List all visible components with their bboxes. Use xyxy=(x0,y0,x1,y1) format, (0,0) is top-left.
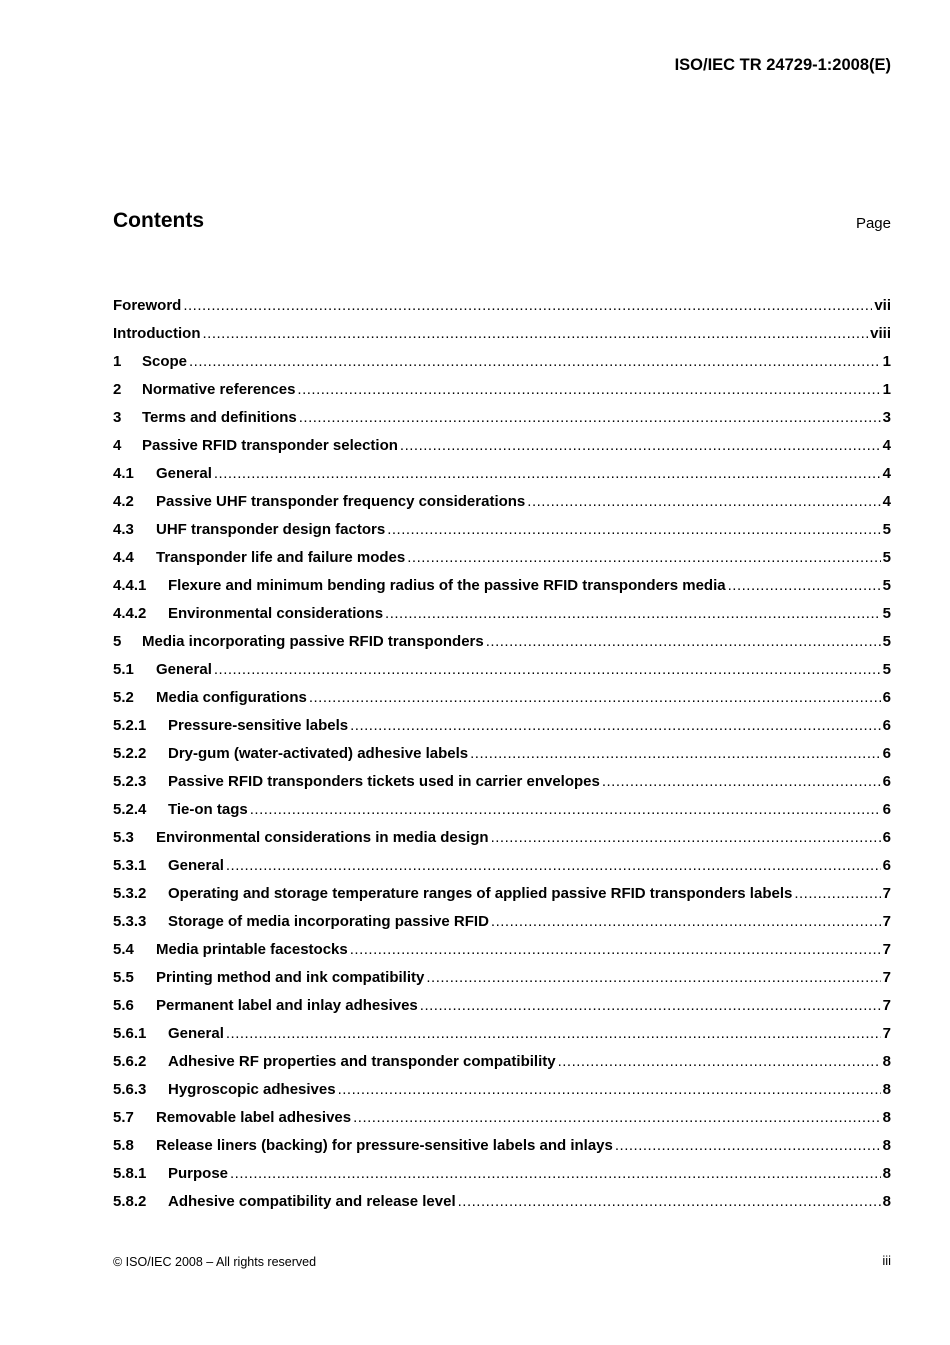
toc-entry-title: Terms and definitions xyxy=(142,409,297,426)
toc-entry[interactable] xyxy=(113,460,891,488)
toc-entry[interactable] xyxy=(113,628,891,656)
toc-entry-page: 5 xyxy=(882,577,891,594)
toc-dot-leader xyxy=(226,852,881,880)
toc-entry-page: 5 xyxy=(882,661,891,678)
toc-entry-page: 7 xyxy=(882,997,891,1014)
toc-entry-title: Removable label adhesives xyxy=(156,1109,352,1126)
toc-entry-number: 5.7 xyxy=(113,1109,134,1126)
toc-dot-leader xyxy=(491,824,881,852)
toc-entry-title: Scope xyxy=(142,353,188,370)
toc-dot-leader xyxy=(615,1132,881,1160)
toc-dot-leader xyxy=(426,964,880,992)
toc-dot-leader xyxy=(407,544,880,572)
toc-entry[interactable] xyxy=(113,936,891,964)
toc-dot-leader xyxy=(226,1020,881,1048)
toc-entry-number: 5.8.1 xyxy=(113,1165,147,1182)
toc-entry-title: Environmental considerations xyxy=(168,605,384,622)
toc-entry[interactable] xyxy=(113,1132,891,1160)
toc-entry-number: 5.2 xyxy=(113,689,134,706)
toc-entry-title: Passive UHF transponder frequency considerations xyxy=(156,493,526,510)
toc-entry-number: 5.3 xyxy=(113,829,134,846)
toc-entry-number: 5.1 xyxy=(113,661,134,678)
footer-page-number: iii xyxy=(882,1253,891,1268)
toc-entry[interactable] xyxy=(113,404,891,432)
toc-entry-title: General xyxy=(156,465,212,482)
toc-entry[interactable] xyxy=(113,1020,891,1048)
toc-entry-title: Operating and storage temperature ranges of applied passive RFID transponders labels xyxy=(168,885,793,902)
toc-entry-number: 4 xyxy=(113,437,122,454)
toc-entry-title: General xyxy=(156,661,212,678)
toc-entry-title: Passive RFID transponders tickets used in carrier envelopes xyxy=(168,773,600,790)
toc-entry-page: 8 xyxy=(882,1053,891,1070)
toc-entry-page: 5 xyxy=(882,605,891,622)
toc-entry[interactable] xyxy=(113,880,891,908)
toc-entry-page: 8 xyxy=(882,1137,891,1154)
toc-entry-page: 6 xyxy=(882,829,891,846)
toc-dot-leader xyxy=(527,488,880,516)
toc-entry-page: 6 xyxy=(882,857,891,874)
toc-entry[interactable] xyxy=(113,768,891,796)
toc-entry-number: 5.3.3 xyxy=(113,913,147,930)
toc-entry-page: 7 xyxy=(882,1025,891,1042)
toc-dot-leader xyxy=(297,376,880,404)
toc-entry[interactable] xyxy=(113,656,891,684)
toc-entry[interactable] xyxy=(113,964,891,992)
toc-entry-number: 5 xyxy=(113,633,122,650)
toc-entry[interactable] xyxy=(113,684,891,712)
toc-entry-page: 8 xyxy=(882,1165,891,1182)
toc-entry-page: 3 xyxy=(882,409,891,426)
toc-entry-page: 4 xyxy=(882,437,891,454)
toc-entry-page: 6 xyxy=(882,801,891,818)
page-column-label: Page xyxy=(855,215,891,232)
toc-entry[interactable] xyxy=(113,796,891,824)
toc-entry[interactable] xyxy=(113,348,891,376)
toc-entry-title: Tie-on tags xyxy=(168,801,248,818)
toc-entry-page: vii xyxy=(874,297,891,314)
toc-entry[interactable] xyxy=(113,488,891,516)
toc-dot-leader xyxy=(385,600,881,628)
toc-entry[interactable] xyxy=(113,1076,891,1104)
toc-entry[interactable] xyxy=(113,1188,891,1216)
toc-dot-leader xyxy=(794,880,880,908)
toc-entry[interactable] xyxy=(113,908,891,936)
toc-entry-number: 2 xyxy=(113,381,122,398)
toc-entry-title: Foreword xyxy=(113,297,182,314)
toc-dot-leader xyxy=(353,1104,881,1132)
toc-dot-leader xyxy=(214,460,881,488)
toc-dot-leader xyxy=(420,992,881,1020)
toc-entry-number: 5.6.2 xyxy=(113,1053,147,1070)
toc-entry-title: Pressure-sensitive labels xyxy=(168,717,349,734)
toc-entry[interactable] xyxy=(113,376,891,404)
toc-entry[interactable] xyxy=(113,712,891,740)
toc-entry-title: Hygroscopic adhesives xyxy=(168,1081,336,1098)
toc-entry-page: 5 xyxy=(882,549,891,566)
toc-entry-page: 5 xyxy=(882,633,891,650)
toc-entry-number: 5.6.3 xyxy=(113,1081,147,1098)
toc-entry-number: 5.3.1 xyxy=(113,857,147,874)
toc-entry-page: 6 xyxy=(882,689,891,706)
toc-entry-page: 7 xyxy=(882,969,891,986)
toc-entry-title: Printing method and ink compatibility xyxy=(156,969,425,986)
toc-dot-leader xyxy=(189,348,881,376)
toc-entry-number: 5.3.2 xyxy=(113,885,147,902)
toc-entry-number: 5.8 xyxy=(113,1137,134,1154)
toc-entry-number: 5.8.2 xyxy=(113,1193,147,1210)
toc-entry[interactable] xyxy=(113,1160,891,1188)
toc-entry-number: 5.6.1 xyxy=(113,1025,147,1042)
toc-entry-page: 1 xyxy=(882,381,891,398)
toc-entry[interactable] xyxy=(113,572,891,600)
toc-dot-leader xyxy=(338,1076,881,1104)
toc-entry-number: 4.3 xyxy=(113,521,134,538)
toc-entry-title: Purpose xyxy=(168,1165,229,1182)
toc-entry-page: 6 xyxy=(882,745,891,762)
toc-entry-number: 4.4 xyxy=(113,549,134,566)
toc-entry-page: 7 xyxy=(882,913,891,930)
toc-entry-number: 4.1 xyxy=(113,465,134,482)
toc-entry-page: 4 xyxy=(882,465,891,482)
toc-entry[interactable] xyxy=(113,320,891,348)
toc-entry-page: viii xyxy=(870,325,891,342)
toc-entry[interactable] xyxy=(113,292,891,320)
toc-entry-title: General xyxy=(168,1025,224,1042)
toc-entry-number: 5.2.2 xyxy=(113,745,147,762)
toc-entry-title: Normative references xyxy=(142,381,296,398)
toc-entry-page: 5 xyxy=(882,521,891,538)
toc-entry[interactable] xyxy=(113,1048,891,1076)
toc-entry[interactable] xyxy=(113,544,891,572)
toc-dot-leader xyxy=(230,1160,881,1188)
toc-dot-leader xyxy=(491,908,881,936)
toc-entry[interactable] xyxy=(113,852,891,880)
toc-dot-leader xyxy=(214,656,881,684)
toc-entry-number: 5.4 xyxy=(113,941,134,958)
toc-entry-page: 8 xyxy=(882,1193,891,1210)
toc-entry[interactable] xyxy=(113,432,891,460)
toc-entry[interactable] xyxy=(113,1104,891,1132)
toc-entry[interactable] xyxy=(113,600,891,628)
toc-entry-title: Passive RFID transponder selection xyxy=(142,437,398,454)
toc-entry-title: Flexure and minimum bending radius of the passive RFID transponders media xyxy=(168,577,726,594)
toc-entry-page: 6 xyxy=(882,773,891,790)
toc-entry-page: 8 xyxy=(882,1109,891,1126)
toc-dot-leader xyxy=(470,740,881,768)
toc-entry-title: Permanent label and inlay adhesives xyxy=(156,997,418,1014)
toc-entry-title: Media incorporating passive RFID transponders xyxy=(142,633,484,650)
document-id: ISO/IEC TR 24729-1:2008(E) xyxy=(674,56,891,74)
toc-entry-number: 1 xyxy=(113,353,122,370)
contents-heading: Contents xyxy=(113,209,204,232)
toc-dot-leader xyxy=(728,572,881,600)
toc-entry-number: 4.4.2 xyxy=(113,605,147,622)
toc-dot-leader xyxy=(387,516,880,544)
toc-dot-leader xyxy=(299,404,881,432)
toc-entry-title: Introduction xyxy=(113,325,201,342)
toc-entry-page: 8 xyxy=(882,1081,891,1098)
toc-entry-title: General xyxy=(168,857,224,874)
toc-dot-leader xyxy=(400,432,881,460)
toc-dot-leader xyxy=(202,320,868,348)
toc-dot-leader xyxy=(458,1188,881,1216)
toc-dot-leader xyxy=(309,684,881,712)
toc-entry-number: 5.6 xyxy=(113,997,134,1014)
toc-entry[interactable] xyxy=(113,740,891,768)
toc-entry-number: 5.2.1 xyxy=(113,717,147,734)
toc-entry-title: Release liners (backing) for pressure-sensitive labels and inlays xyxy=(156,1137,613,1154)
toc-entry-page: 6 xyxy=(882,717,891,734)
toc-entry-title: Storage of media incorporating passive RFID xyxy=(168,913,489,930)
toc-dot-leader xyxy=(602,768,881,796)
toc-entry-title: Adhesive compatibility and release level xyxy=(168,1193,456,1210)
toc-entry-page: 1 xyxy=(882,353,891,370)
toc-entry-page: 4 xyxy=(882,493,891,510)
toc-entry-page: 7 xyxy=(882,885,891,902)
toc-entry-number: 3 xyxy=(113,409,122,426)
toc-entry-title: UHF transponder design factors xyxy=(156,521,386,538)
toc-entry-number: 5.5 xyxy=(113,969,134,986)
toc-entry[interactable] xyxy=(113,992,891,1020)
toc-entry-title: Dry-gum (water-activated) adhesive labels xyxy=(168,745,469,762)
toc-dot-leader xyxy=(183,292,872,320)
toc-entry-title: Media configurations xyxy=(156,689,307,706)
toc-entry-title: Adhesive RF properties and transponder compatibility xyxy=(168,1053,556,1070)
toc-entry-title: Transponder life and failure modes xyxy=(156,549,406,566)
toc-dot-leader xyxy=(558,1048,881,1076)
toc-entry-number: 5.2.4 xyxy=(113,801,147,818)
toc-entry-page: 7 xyxy=(882,941,891,958)
toc-dot-leader xyxy=(250,796,881,824)
footer-copyright: © ISO/IEC 2008 – All rights reserved xyxy=(113,1255,317,1269)
toc-dot-leader xyxy=(350,936,881,964)
toc-entry-title: Media printable facestocks xyxy=(156,941,348,958)
toc-entry-number: 4.4.1 xyxy=(113,577,147,594)
toc-entry[interactable] xyxy=(113,824,891,852)
toc-dot-leader xyxy=(486,628,881,656)
toc-entry[interactable] xyxy=(113,516,891,544)
toc-entry-number: 4.2 xyxy=(113,493,134,510)
table-of-contents xyxy=(113,292,891,1216)
toc-entry-number: 5.2.3 xyxy=(113,773,147,790)
toc-entry-title: Environmental considerations in media design xyxy=(156,829,489,846)
toc-dot-leader xyxy=(350,712,881,740)
